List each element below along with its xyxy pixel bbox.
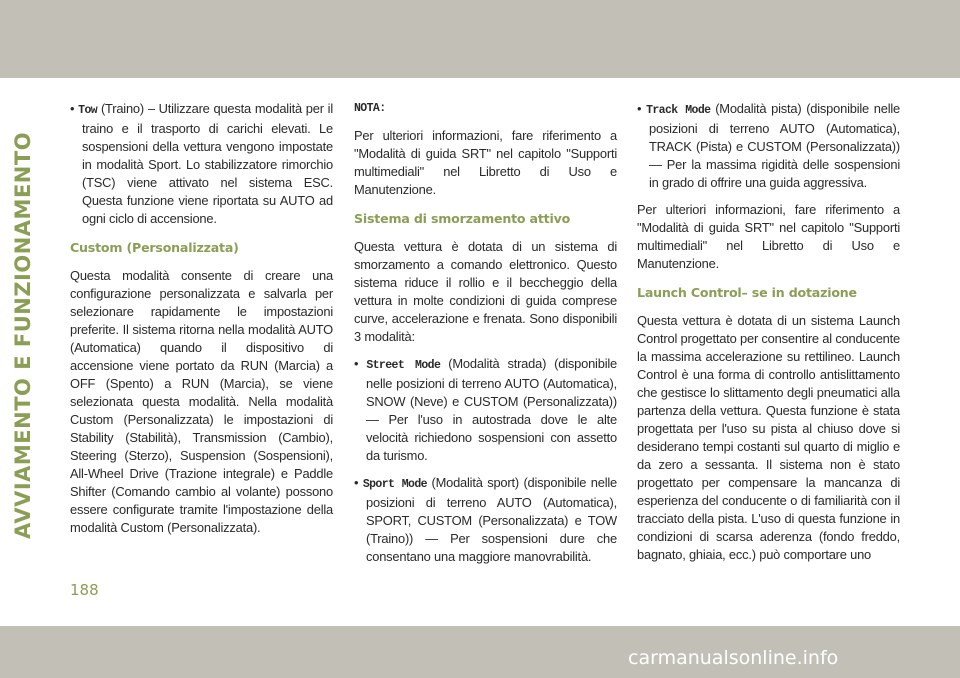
custom-heading: Custom (Personalizzata) [70, 240, 239, 255]
more-info-paragraph: Per ulteriori informazioni, fare riferimento a "Modalità di guida SRT" nel capitolo "Supporti multimediali" nel Libretto di Uso e Manutenzione. [637, 202, 900, 271]
nota-text: Per ulteriori informazioni, fare riferimento a "Modalità di guida SRT" nel capitolo "Supporti multimediali" nel Libretto di Uso e Manutenzione. [354, 128, 617, 197]
nota-label: NOTA: [354, 102, 386, 115]
damping-heading: Sistema di smorzamento attivo [354, 211, 571, 226]
street-text: (Modalità strada) (disponibile nelle posizioni di terreno AUTO (Automatica), SNOW (Neve) e CUSTOM (Personalizzata)) — Per l'uso in autostrada dove le alte velocità richiedono sospensioni con assetto da turismo. [366, 356, 617, 463]
page-number: 188 [70, 581, 99, 599]
watermark: carmanualsonline.info [628, 647, 839, 669]
launch-paragraph: Questa vettura è dotata di un sistema Launch Control progettato per consentire al conducente la massima accelerazione su rettilineo. Launch Control è una forma di controllo antislittamento che gestisce lo slittamento degli pneumatici alla partenza della vettura. Questa funzione è stata progettata per l'uso su pista al chiuso dove si desiderano tempi costanti sul quarto di miglio e da zero a sessanta. Il sistema non è stato progettato per compensare la mancanza di esperienza del conducente o di familiarità con il tracciato della pista. L'uso di questa funzione in condizioni di scarsa aderenza (fondo freddo, bagnato, ghiaia, ecc.) può comportare uno [637, 313, 900, 562]
header-bar [0, 0, 960, 78]
bullet-track: • Track Mode (Modalità pista) (disponibile nelle posizioni di terreno AUTO (Automatica), TRACK (Pista) e CUSTOM (Personalizzata)) — Per la massima rigidità delle sospensioni in grado di offrire una guida aggressiva. [637, 101, 900, 190]
sport-term: Sport Mode [362, 478, 427, 491]
track-text: (Modalità pista) (disponibile nelle posizioni di terreno AUTO (Automatica), TRACK (Pista) e CUSTOM (Personalizzata)) — Per la massima rigidità delle sospensioni in grado di offrire una guida aggressiva. [649, 101, 900, 190]
bullet-sport: • Sport Mode (Modalità sport) (disponibile nelle posizioni di terreno AUTO (Automatica), SPORT, CUSTOM (Personalizzata) e TOW (Traino)) — Per sospensioni dure che consentano una maggiore manovrabilità. [354, 475, 618, 564]
track-term: Track Mode [646, 104, 711, 117]
column-1 [70, 100, 333, 546]
bullet-tow: • Tow (Traino) – Utilizzare questa modalità per il traino e il trasporto di carichi elevati. Le sospensioni della vettura vengono impostate in modalità Sport. Lo stabilizzatore rimorchio (TSC) viene attivato nel sistema ESC. Questa funzione viene riportata su AUTO ad ogni ciclo di accensione. [70, 101, 334, 226]
bullet-street: • Street Mode (Modalità strada) (disponibile nelle posizioni di terreno AUTO (Automatica), SNOW (Neve) e CUSTOM (Personalizzata)) — Per l'uso in autostrada dove le alte velocità richiedono sospensioni con assetto da turismo. [354, 356, 617, 463]
column-3 [637, 100, 900, 573]
damping-paragraph: Questa vettura è dotata di un sistema di smorzamento a comando elettronico. Questo sistema riduce il rollio e il beccheggio della vettura in molte condizioni di guida comprese curve, accelerazione e frenata. Sono disponibili 3 modalità: [354, 239, 617, 344]
custom-paragraph: Questa modalità consente di creare una configurazione personalizzata e salvarla per selezionare rapidamente le impostazioni preferite. Il sistema ritorna nella modalità AUTO (Automatica) quando il dispositivo di accensione viene portato da RUN (Marcia) a OFF (Spento) a RUN (Marcia), se viene selezionata questa modalità. Nella modalità Custom (Personalizzata) le impostazioni di Stability (Stabilità), Transmission (Cambio), Steering (Sterzo), Suspension (Sospensioni), All-Wheel Drive (Trazione integrale) e Paddle Shifter (Comando cambio al volante) possono essere configurate tramite l'impostazione della modalità Custom (Personalizzata). [70, 268, 333, 535]
launch-heading: Launch Control– se in dotazione [637, 285, 857, 300]
street-term: Street Mode [366, 359, 441, 372]
tow-text: (Traino) – Utilizzare questa modalità per il traino e il trasporto di carichi elevati. Le sospensioni della vettura vengono impostate in modalità Sport. Lo stabilizzatore rimorchio (TSC) viene attivato nel sistema ESC. Questa funzione viene riportata su AUTO ad ogni ciclo di accensione. [82, 101, 334, 226]
column-2 [354, 100, 617, 575]
section-title: AVVIAMENTO E FUNZIONAMENTO [11, 131, 35, 539]
tow-term: Tow [78, 104, 98, 117]
sport-text: (Modalità sport) (disponibile nelle posizioni di terreno AUTO (Automatica), SPORT, CUSTOM (Personalizzata) e TOW (Traino)) — Per sospensioni dure che consentano una maggiore manovrabilità. [366, 475, 618, 564]
